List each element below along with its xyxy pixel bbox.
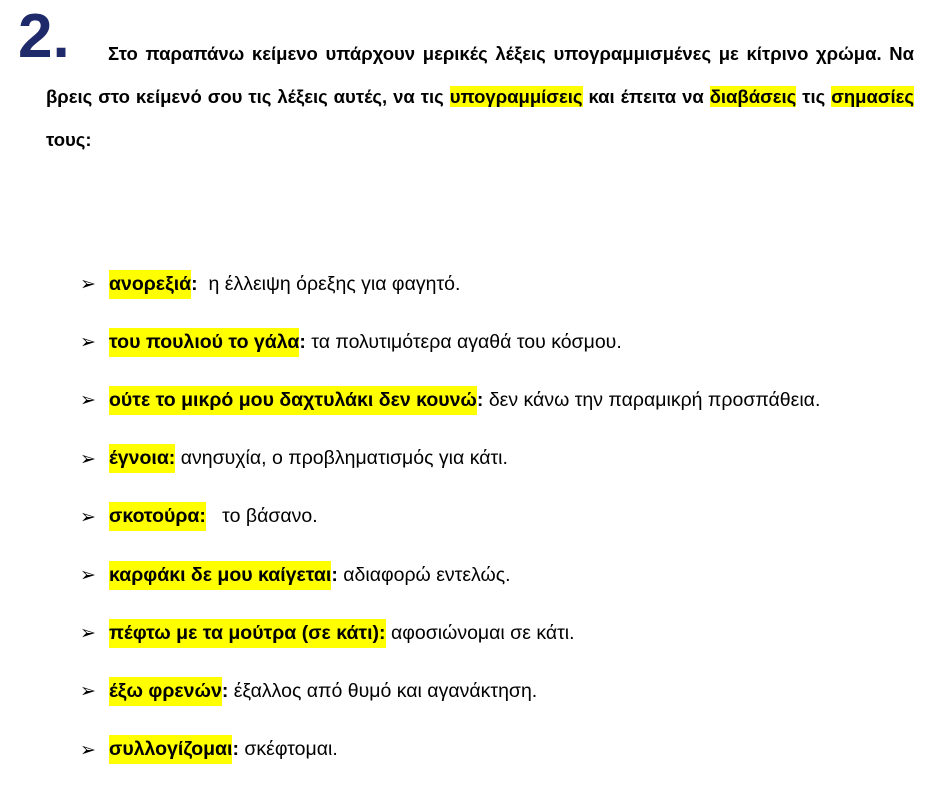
exercise-number: 2. [18, 2, 70, 71]
arrowhead-bullet-icon: ➢ [80, 622, 96, 645]
arrowhead-bullet-icon: ➢ [80, 505, 96, 528]
list-item [80, 313, 920, 371]
instructions-text-1: Στο παραπάνω κείμενο υπάρχουν μερικές λέξεις υπογραμμισμένες με κίτρινο χρώμα. Να βρεις στο κείμενό σου τις λέξεις αυτές, να τις [46, 43, 914, 107]
list-item [80, 662, 920, 720]
instructions-text-3: τις [796, 86, 832, 107]
instructions-text-2: και έπειτα να [582, 86, 710, 107]
arrowhead-bullet-icon: ➢ [80, 331, 96, 354]
term-highlight: ανορεξιά [109, 270, 191, 299]
instructions-text-4: τους: [46, 129, 92, 150]
term-colon: : [232, 738, 239, 761]
term-definition: τα πολυτιμότερα αγαθά του κόσμου. [305, 330, 622, 353]
arrowhead-bullet-icon: ➢ [80, 564, 96, 587]
list-item [80, 604, 920, 662]
term-colon: : [191, 272, 198, 295]
term-highlight: έγνοια: [109, 444, 175, 473]
instructions-highlight-1: υπογραμμίσεις [449, 86, 583, 107]
list-item [80, 546, 920, 604]
arrowhead-bullet-icon: ➢ [80, 273, 96, 296]
list-item [80, 371, 920, 429]
list-item [80, 430, 920, 488]
term-highlight: έξω φρενών [109, 677, 222, 706]
term-definition: αφοσιώνομαι σε κάτι. [385, 621, 575, 644]
term-colon: : [476, 388, 484, 411]
term-colon: : [221, 679, 229, 702]
term-highlight: ούτε το μικρό μου δαχτυλάκι δεν κουνώ [109, 386, 477, 415]
list-item [80, 488, 920, 546]
arrowhead-bullet-icon: ➢ [80, 738, 96, 761]
arrowhead-bullet-icon: ➢ [80, 447, 96, 470]
instructions-highlight-3: σημασίες [831, 86, 915, 107]
arrowhead-bullet-icon: ➢ [80, 389, 96, 412]
term-highlight: καρφάκι δε μου καίγεται [109, 561, 331, 590]
term-colon: : [331, 563, 338, 586]
term-definition: το βάσανο. [205, 505, 318, 528]
list-item [80, 721, 920, 779]
term-definition: δεν κάνω την παραμικρή προσπάθεια. [483, 388, 821, 411]
term-definition: σκέφτομαι. [238, 738, 338, 761]
exercise-instructions [46, 32, 914, 161]
term-definition: η έλλειψη όρεξης για φαγητό. [197, 272, 461, 295]
term-highlight: σκοτούρα: [109, 502, 206, 531]
term-highlight: πέφτω με τα μούτρα (σε κάτι): [109, 619, 386, 648]
arrowhead-bullet-icon: ➢ [80, 680, 96, 703]
list-item [80, 255, 920, 313]
instructions-highlight-2: διαβάσεις [709, 86, 797, 107]
term-highlight: του πουλιού το γάλα [109, 328, 299, 357]
term-definition: ανησυχία, ο προβληματισμός για κάτι. [175, 447, 508, 470]
term-highlight: συλλογίζομαι [109, 735, 232, 764]
term-definition: έξαλλος από θυμό και αγανάκτηση. [228, 679, 538, 702]
vocabulary-list [80, 255, 920, 779]
term-colon: : [299, 330, 306, 353]
term-definition: αδιαφορώ εντελώς. [337, 563, 511, 586]
